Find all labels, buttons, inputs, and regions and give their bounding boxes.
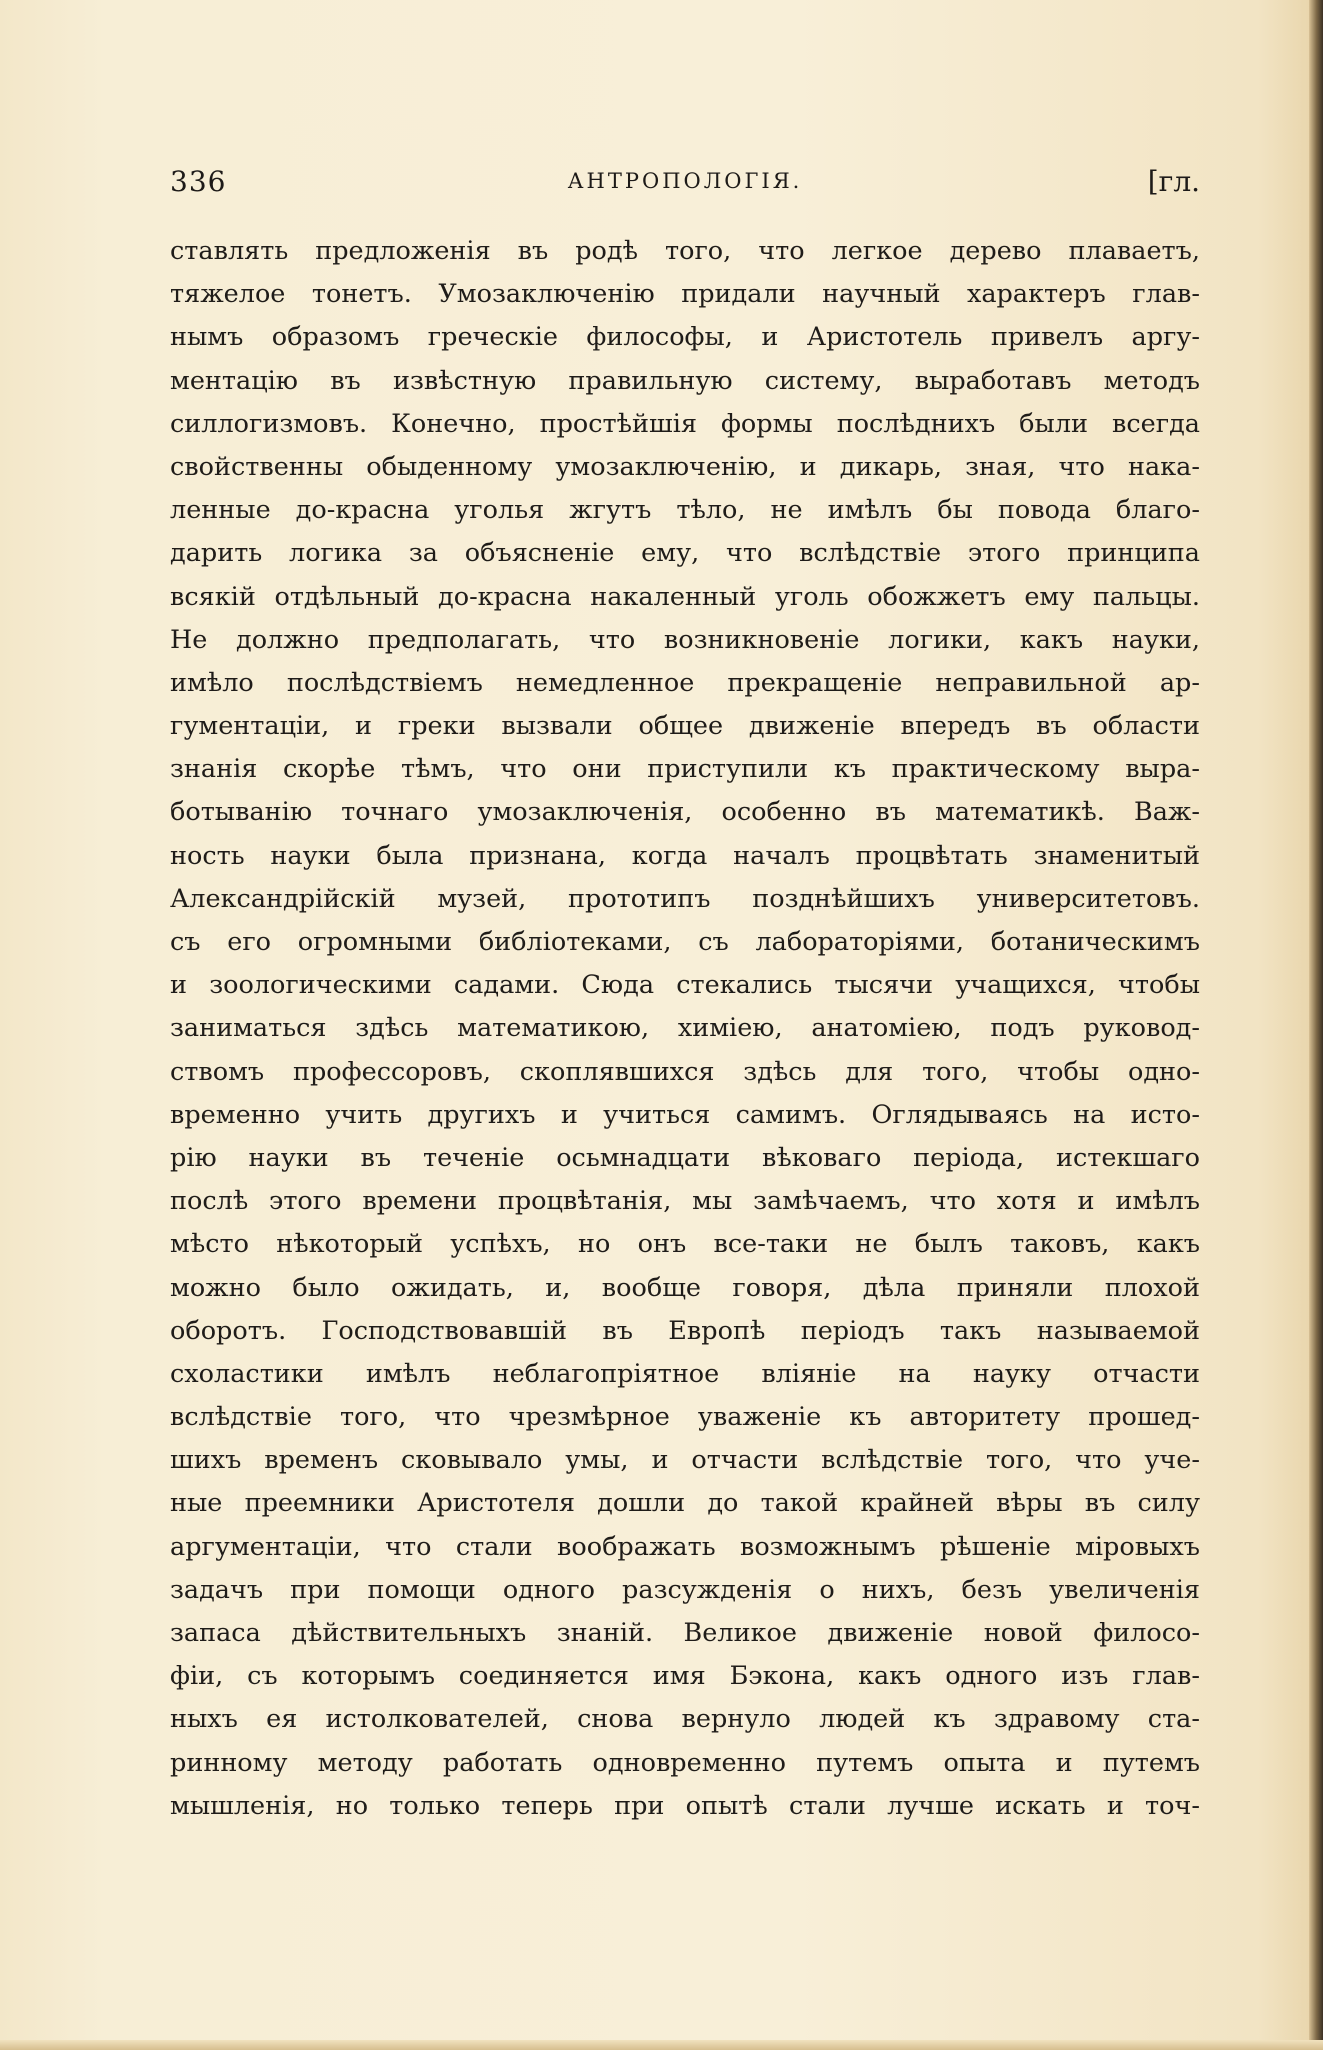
text-line: ныхъ ея истолкователей, снова вернуло людей къ здравому ста- xyxy=(170,1704,1200,1735)
text-line: оборотъ. Господствовавшій въ Европѣ періодъ такъ называемой xyxy=(170,1315,1200,1346)
text-line: запаса дѣйствительныхъ знаній. Великое движеніе новой филосо- xyxy=(170,1618,1200,1648)
text-line: ленные до-красна уголья жгутъ тѣло, не имѣлъ бы повода благо- xyxy=(170,495,1200,526)
page-edge-shadow xyxy=(1309,0,1323,2050)
text-line: ботыванію точнаго умозаключенія, особенно въ математикѣ. Важ- xyxy=(170,797,1200,828)
text-line: ствомъ профессоровъ, скоплявшихся здѣсь для того, чтобы одно- xyxy=(170,1056,1200,1087)
text-line: съ его огромными библіотеками, съ лабораторіями, ботаническимъ xyxy=(170,927,1200,957)
text-line: временно учить другихъ и учиться самимъ. Оглядываясь на исто- xyxy=(170,1099,1200,1130)
page-header-title: АНТРОПОЛОГІЯ. xyxy=(567,169,803,193)
text-line: мышленія, но только теперь при опытѣ стали лучше искать и точ- xyxy=(170,1790,1200,1821)
text-line: всякій отдѣльный до-красна накаленный уголь обожжетъ ему пальцы. xyxy=(170,581,1200,612)
chapter-mark: [гл. xyxy=(1147,165,1200,198)
text-line: имѣло послѣдствіемъ немедленное прекращеніе неправильной ар- xyxy=(170,667,1200,698)
running-head xyxy=(170,165,1200,205)
text-line: знанія скорѣе тѣмъ, что они приступили къ практическому выра- xyxy=(170,754,1200,785)
text-line: заниматься здѣсь математикою, химіею, анатоміею, подъ руковод- xyxy=(170,1013,1200,1044)
text-line: ринному методу работать одновременно путемъ опыта и путемъ xyxy=(170,1747,1200,1778)
page-number: 336 xyxy=(170,165,227,198)
text-line: схоластики имѣлъ неблагопріятное вліяніе на науку отчасти xyxy=(170,1358,1200,1389)
text-line: свойственны обыденному умозаключенію, и дикарь, зная, что нака- xyxy=(170,451,1200,482)
text-line: шихъ временъ сковывало умы, и отчасти вслѣдствіе того, что уче- xyxy=(170,1445,1200,1476)
text-line: силлогизмовъ. Конечно, простѣйшія формы послѣднихъ были всегда xyxy=(170,408,1200,439)
body-text xyxy=(170,230,1200,1828)
text-line: нымъ образомъ греческіе философы, и Аристотель привелъ аргу- xyxy=(170,322,1200,353)
text-line: Александрійскій музей, прототипъ позднѣйшихъ университетовъ. xyxy=(170,883,1200,914)
text-line: мѣсто нѣкоторый успѣхъ, но онъ все-таки не былъ таковъ, какъ xyxy=(170,1229,1200,1260)
text-line: дарить логика за объясненіе ему, что вслѣдствіе этого принципа xyxy=(170,538,1200,569)
text-line: гументаціи, и греки вызвали общее движеніе впередъ въ области xyxy=(170,711,1200,742)
text-line: задачъ при помощи одного разсужденія о нихъ, безъ увеличенія xyxy=(170,1574,1200,1605)
text-line: Не должно предполагать, что возникновеніе логики, какъ науки, xyxy=(170,624,1200,655)
page-bottom-edge xyxy=(0,2040,1323,2050)
text-line: и зоологическими садами. Сюда стекались тысячи учащихся, чтобы xyxy=(170,970,1200,1001)
text-line: аргументаціи, что стали воображать возможнымъ рѣшеніе міровыхъ xyxy=(170,1531,1200,1562)
text-line: тяжелое тонетъ. Умозаключенію придали научный характеръ глав- xyxy=(170,279,1200,310)
text-line: фіи, съ которымъ соединяется имя Бэкона, какъ одного изъ глав- xyxy=(170,1661,1200,1692)
text-line: рію науки въ теченіе осьмнадцати вѣковаго періода, истекшаго xyxy=(170,1142,1200,1173)
text-line: ные преемники Аристотеля дошли до такой крайней вѣры въ силу xyxy=(170,1488,1200,1519)
text-line: послѣ этого времени процвѣтанія, мы замѣчаемъ, что хотя и имѣлъ xyxy=(170,1186,1200,1217)
text-line: ментацію въ извѣстную правильную систему, выработавъ методъ xyxy=(170,365,1200,396)
text-line: ность науки была признана, когда началъ процвѣтать знаменитый xyxy=(170,840,1200,871)
text-line: вслѣдствіе того, что чрезмѣрное уваженіе къ авторитету прошед- xyxy=(170,1402,1200,1433)
text-line: ставлять предложенія въ родѣ того, что легкое дерево плаваетъ, xyxy=(170,236,1200,266)
text-line: можно было ожидать, и, вообще говоря, дѣла приняли плохой xyxy=(170,1272,1200,1303)
